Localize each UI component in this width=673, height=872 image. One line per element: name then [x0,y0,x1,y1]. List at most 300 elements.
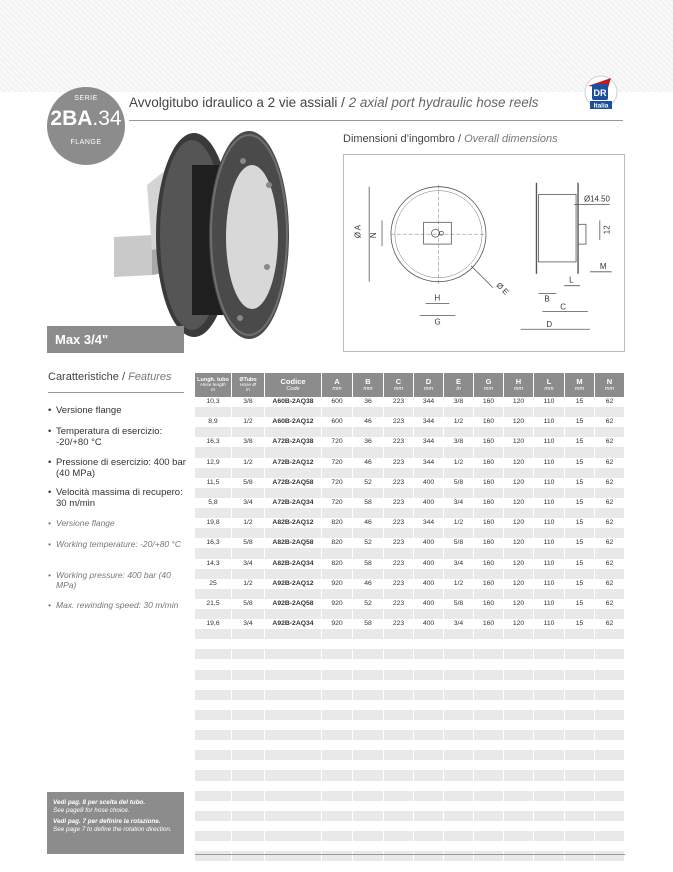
product-code-cell: A82B-2AQ58 [265,538,322,548]
table-cell-empty [414,649,444,659]
table-cell-empty [322,841,353,851]
table-row [195,478,625,488]
table-cell-empty [414,760,444,770]
table-cell-empty [353,649,384,659]
side-view-bracket [578,224,586,244]
table-cell-empty [414,589,444,599]
table-cell-empty [565,659,595,669]
table-cell-empty [384,609,414,619]
table-cell-empty [444,851,474,861]
table-cell: 3/4 [232,559,265,569]
features-title-separator: / [118,371,129,383]
table-cell-empty [384,639,414,649]
table-cell-empty [232,801,265,811]
table-cell: 223 [384,538,414,548]
dimensions-title-italian: Dimensioni d’ingombro [343,133,455,145]
table-cell-empty [595,720,625,730]
table-cell-empty [444,720,474,730]
table-cell-empty [353,760,384,770]
table-cell-empty [384,740,414,750]
table-cell-empty [353,730,384,740]
dimension-drawing [343,154,625,352]
feature-item: • Temperatura di esercizio: -20/+80 °C [48,426,188,457]
table-spacer-row [195,629,625,639]
table-cell-empty [322,791,353,801]
table-cell: 46 [353,417,384,427]
table-cell: 16,3 [195,437,232,447]
table-cell-empty [265,548,322,558]
table-cell: 25 [195,579,232,589]
table-cell: 62 [595,559,625,569]
table-cell-empty [353,569,384,579]
column-header-line: mm [574,386,585,392]
table-spacer-row [195,528,625,538]
table-cell-empty [414,488,444,498]
table-cell-empty [534,589,565,599]
table-cell: 62 [595,478,625,488]
table-cell: 15 [565,538,595,548]
table-cell-empty [444,447,474,457]
table-cell-empty [322,710,353,720]
table-spacer-row [195,730,625,740]
product-code-cell: A92B-2AQ12 [265,579,322,589]
table-cell-empty [265,639,322,649]
table-cell-empty [474,680,504,690]
serie-code-bold: 2BA [50,107,93,130]
table-cell-empty [195,811,232,821]
table-row [195,518,625,528]
table-cell-empty [232,670,265,680]
column-header [195,373,232,397]
table-cell-empty [414,841,444,851]
table-cell-empty [232,589,265,599]
table-cell-empty [504,841,534,851]
table-cell-empty [353,690,384,700]
table-cell-empty [353,700,384,710]
table-cell-empty [384,629,414,639]
table-cell-empty [384,548,414,558]
table-cell-empty [384,760,414,770]
table-cell-empty [595,659,625,669]
table-cell: 160 [474,437,504,447]
table-cell-empty [565,569,595,579]
table-cell-empty [353,508,384,518]
table-cell-empty [353,488,384,498]
table-cell-empty [444,589,474,599]
table-cell: 52 [353,478,384,488]
table-cell-empty [595,760,625,770]
table-cell-empty [322,690,353,700]
table-cell-empty [595,770,625,780]
table-cell-empty [504,821,534,831]
table-cell: 120 [504,478,534,488]
table-cell: 16,3 [195,538,232,548]
table-cell-empty [232,407,265,417]
table-cell-empty [504,851,534,861]
table-cell-empty [504,548,534,558]
table-cell: 400 [414,599,444,609]
table-cell-empty [384,690,414,700]
table-spacer-row [195,447,625,457]
table-spacer-row [195,811,625,821]
table-spacer-row [195,791,625,801]
table-cell-empty [195,700,232,710]
table-cell-empty [353,791,384,801]
table-cell-empty [504,528,534,538]
table-cell-empty [474,670,504,680]
table-cell-empty [265,589,322,599]
table-cell-empty [232,770,265,780]
table-cell-empty [414,831,444,841]
title-rule [129,120,623,121]
features-title-italian: Caratteristiche [48,371,119,383]
table-cell: 600 [322,397,353,407]
column-header-line: In [456,386,461,392]
table-cell-empty [322,659,353,669]
table-cell-empty [595,831,625,841]
table-row-empty [195,659,625,669]
feature-item: • Versione flange [48,405,188,426]
table-cell: 110 [534,417,565,427]
table-cell: 15 [565,437,595,447]
table-cell-empty [265,659,322,669]
table-cell-empty [353,407,384,417]
table-spacer-row [195,750,625,760]
table-cell-empty [474,750,504,760]
column-header [414,373,444,397]
table-cell-empty [195,781,232,791]
table-cell: 15 [565,579,595,589]
table-cell-empty [595,670,625,680]
table-cell: 15 [565,417,595,427]
table-cell-empty [444,670,474,680]
table-cell-empty [534,821,565,831]
column-header-line: B [365,377,371,386]
table-cell-empty [353,831,384,841]
table-cell-empty [414,528,444,538]
table-cell-empty [232,831,265,841]
table-cell-empty [504,447,534,457]
table-cell: 15 [565,599,595,609]
table-cell: 820 [322,518,353,528]
table-cell-empty [195,710,232,720]
column-header-line: N [606,377,613,386]
column-header [384,373,414,397]
table-cell-empty [195,851,232,861]
table-cell: 62 [595,599,625,609]
table-cell-empty [534,740,565,750]
table-cell: 5/8 [444,599,474,609]
table-cell: 400 [414,498,444,508]
table-cell-empty [232,720,265,730]
bolt-icon [264,264,270,270]
table-cell-empty [384,649,414,659]
table-cell: 14,3 [195,559,232,569]
table-cell: 160 [474,619,504,629]
table-cell-empty [504,629,534,639]
table-cell-empty [384,791,414,801]
label-c: C [560,302,566,312]
column-header [322,373,353,397]
table-cell-empty [195,740,232,750]
label-d1450: Ø14.50 [583,194,610,204]
table-row-empty [195,801,625,811]
table-cell-empty [504,508,534,518]
table-cell: 344 [414,437,444,447]
table-cell-empty [195,770,232,780]
table-cell-empty [504,720,534,730]
table-cell-empty [565,781,595,791]
table-cell-empty [504,700,534,710]
brand-logo [578,74,624,112]
table-cell-empty [565,841,595,851]
table-cell: 19,6 [195,619,232,629]
column-header-line: mm [604,386,615,392]
table-row-empty [195,821,625,831]
table-cell: 344 [414,417,444,427]
table-cell: 19,8 [195,518,232,528]
table-cell-empty [322,730,353,740]
table-spacer-row [195,649,625,659]
table-cell-empty [504,468,534,478]
table-cell-empty [474,488,504,498]
table-cell: 5/8 [444,538,474,548]
table-cell: 110 [534,599,565,609]
table-cell: 3/4 [444,559,474,569]
table-cell-empty [265,670,322,680]
table-cell-empty [265,781,322,791]
table-cell-empty [195,831,232,841]
table-cell-empty [534,649,565,659]
side-view-drum [538,195,576,262]
table-cell-empty [504,770,534,780]
table-cell-empty [353,680,384,690]
table-cell-empty [534,670,565,680]
table-cell: 110 [534,498,565,508]
table-cell-empty [414,609,444,619]
table-cell: 120 [504,458,534,468]
table-spacer-row [195,851,625,861]
table-cell: 1/2 [232,458,265,468]
table-cell-empty [474,720,504,730]
serie-label: SERIE [74,95,98,102]
feature-item-en: • Max. rewinding speed: 30 m/min [48,600,188,630]
table-cell-empty [414,427,444,437]
table-cell: 120 [504,619,534,629]
table-cell-empty [384,508,414,518]
table-cell-empty [414,720,444,730]
table-spacer-row [195,609,625,619]
table-cell-empty [534,447,565,457]
table-cell: 160 [474,579,504,589]
table-cell-empty [595,811,625,821]
table-cell: 36 [353,437,384,447]
table-cell-empty [444,649,474,659]
table-cell-empty [384,781,414,791]
table-cell-empty [195,609,232,619]
product-code-cell: A82B-2AQ12 [265,518,322,528]
table-cell: 223 [384,559,414,569]
table-cell-empty [595,750,625,760]
table-cell-empty [384,468,414,478]
table-cell-empty [232,760,265,770]
table-cell-empty [353,629,384,639]
table-cell-empty [232,781,265,791]
table-cell-empty [474,801,504,811]
table-cell-empty [504,639,534,649]
feature-item-en: • Working temperature: -20/+80 °C [48,539,188,570]
table-cell: 344 [414,397,444,407]
table-cell-empty [565,791,595,801]
table-cell-empty [595,781,625,791]
table-cell: 223 [384,397,414,407]
table-cell-empty [474,427,504,437]
table-cell-empty [322,447,353,457]
table-cell-empty [534,659,565,669]
table-cell: 400 [414,538,444,548]
table-cell-empty [384,447,414,457]
table-cell: 223 [384,437,414,447]
table-cell: 15 [565,518,595,528]
table-cell-empty [353,659,384,669]
table-cell: 58 [353,619,384,629]
table-cell-empty [195,821,232,831]
table-cell-empty [232,508,265,518]
table-spacer-row [195,407,625,417]
feature-item-en: • Working pressure: 400 bar (40 MPa) [48,570,188,600]
specifications-table [195,373,625,861]
table-cell: 120 [504,538,534,548]
table-cell-empty [232,639,265,649]
table-cell-empty [565,831,595,841]
table-cell-empty [195,791,232,801]
feature-item: • Velocità massima di recupero: 30 m/min [48,487,188,518]
table-cell-empty [353,528,384,538]
label-d: D [546,320,553,330]
column-header-line: Code [286,386,300,392]
column-header [232,373,265,397]
table-cell-empty [265,407,322,417]
table-cell-empty [384,589,414,599]
table-cell-empty [565,670,595,680]
serie-type: FLANGE [70,139,102,146]
table-cell-empty [444,548,474,558]
product-code-cell: A72B-2AQ58 [265,478,322,488]
table-cell-empty [322,811,353,821]
column-header [265,373,322,397]
table-cell-empty [595,710,625,720]
table-cell: 820 [322,559,353,569]
table-cell-empty [504,811,534,821]
table-cell-empty [444,791,474,801]
table-cell-empty [534,508,565,518]
table-row [195,437,625,447]
table-cell-empty [414,750,444,760]
table-cell-empty [565,740,595,750]
table-cell-empty [232,811,265,821]
dimensions-title-english: Overall dimensions [464,133,558,145]
table-cell-empty [384,488,414,498]
table-cell: 62 [595,538,625,548]
table-row [195,559,625,569]
table-cell-empty [565,427,595,437]
table-cell-empty [504,690,534,700]
column-header-line: C [395,377,402,386]
table-cell: 15 [565,458,595,468]
table-cell-empty [195,841,232,851]
table-cell-empty [322,781,353,791]
table-row-empty [195,720,625,730]
table-cell-empty [444,750,474,760]
table-cell-empty [195,427,232,437]
table-cell-empty [474,407,504,417]
table-cell-empty [444,629,474,639]
table-cell-empty [384,427,414,437]
table-cell: 160 [474,559,504,569]
table-cell-empty [444,407,474,417]
table-cell-empty [414,468,444,478]
label-e: Ø E [494,280,511,297]
table-cell-empty [414,690,444,700]
table-spacer-row [195,427,625,437]
column-header [444,373,474,397]
table-cell: 62 [595,437,625,447]
table-cell-empty [414,730,444,740]
table-cell-empty [265,801,322,811]
table-cell-empty [474,609,504,619]
table-cell-empty [265,821,322,831]
table-cell-empty [534,781,565,791]
product-code-cell: A60B-2AQ38 [265,397,322,407]
table-cell-empty [444,801,474,811]
table-cell-empty [322,649,353,659]
table-cell-empty [195,508,232,518]
table-cell-empty [232,700,265,710]
table-cell-empty [195,680,232,690]
table-cell-empty [534,680,565,690]
table-cell: 11,5 [195,478,232,488]
table-cell: 5/8 [232,538,265,548]
table-cell-empty [384,407,414,417]
table-cell-empty [265,710,322,720]
table-cell-empty [595,569,625,579]
table-cell-empty [265,528,322,538]
features-list [48,405,188,630]
table-cell-empty [504,750,534,760]
feature-item-en: • Versione flange [48,518,188,539]
table-cell: 400 [414,478,444,488]
table-cell-empty [595,841,625,851]
column-header [595,373,625,397]
table-cell-empty [414,670,444,680]
table-cell-empty [595,791,625,801]
table-cell-empty [444,841,474,851]
table-row [195,417,625,427]
table-cell-empty [595,407,625,417]
table-cell: 120 [504,397,534,407]
table-cell-empty [444,740,474,750]
table-cell-empty [232,750,265,760]
column-header-line: mm [363,386,373,392]
table-cell: 21,5 [195,599,232,609]
table-cell-empty [265,680,322,690]
table-cell-empty [195,447,232,457]
table-cell: 344 [414,458,444,468]
table-cell-empty [534,609,565,619]
table-cell-empty [195,528,232,538]
table-cell-empty [444,427,474,437]
table-cell-empty [322,639,353,649]
